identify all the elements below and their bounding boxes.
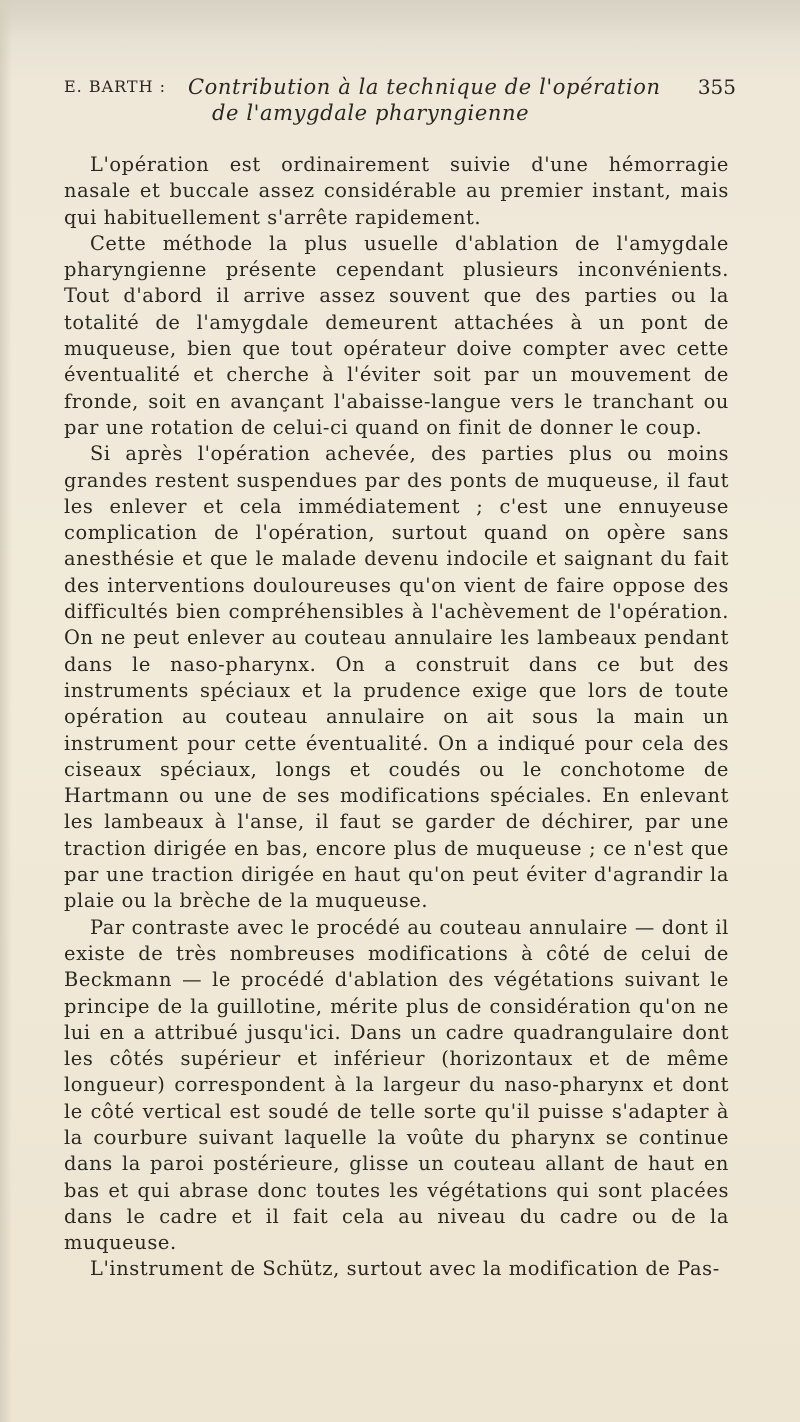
running-header <box>60 74 740 134</box>
header-line-1 <box>60 74 740 100</box>
header-title-line-2: de l'amygdale pharyngienne <box>212 101 530 125</box>
header-title-line-1: Contribution à la technique de l'opération <box>188 75 661 99</box>
page-gutter-shadow <box>0 0 12 1422</box>
paragraph: Par contraste avec le procédé au couteau annulaire — dont il existe de très nombreuses modifications à côté de celui de Beckmann — le procédé d'ablation des végétations suivant le principe de la guillotine, mérite plus de considération qu'on ne lui en a attribué jusqu'ici. Dans un cadre quadrangulaire dont les côtés supérieur et inférieur (horizontaux et de même longueur) correspondent à la largeur du naso-pharynx et dont le côté vertical est soudé de telle sorte qu'il puisse s'adapter à la courbure suivant laquelle la voûte du pharynx se continue dans la paroi postérieure, glisse un couteau allant de haut en bas et qui abrase donc toutes les végétations qui sont placées dans le cadre et il fait cela au niveau du cadre ou de la muqueuse. <box>64 915 729 1255</box>
header-author: E. BARTH : <box>64 77 167 96</box>
paragraph: Si après l'opération achevée, des parties plus ou moins grandes restent suspendues par des ponts de muqueuse, il faut les enlever et cela immédiatement ; c'est une ennuyeuse complication de l'opération, surtout quand on opère sans anesthésie et que le malade devenu indocile et saignant du fait des interventions douloureuses qu'on vient de faire oppose des difficultés bien compréhensibles à l'achèvement de l'opération. On ne peut enlever au couteau annulaire les lambeaux pendant dans le naso-pharynx. On a construit dans ce but des instruments spéciaux et la prudence exige que lors de toute opération au couteau annulaire on ait sous la main un instrument pour cette éventualité. On a indiqué pour cela des ciseaux spéciaux, longs et coudés ou le conchotome de Hartmann ou une de ses modifications spéciales. En enlevant les lambeaux à l'anse, il faut se garder de déchirer, par une traction dirigée en bas, encore plus de muqueuse ; ce n'est que par une traction dirigée en haut qu'on peut éviter d'agrandir la plaie ou la brèche de la muqueuse. <box>64 442 729 913</box>
paragraph: L'opération est ordinairement suivie d'une hémorragie nasale et buccale assez considérable au premier instant, mais qui habituellement s'arrête rapidement. <box>64 153 729 229</box>
paragraph: L'instrument de Schütz, surtout avec la modification de Pas- <box>90 1257 720 1281</box>
page-top-shadow <box>0 0 800 40</box>
body-text <box>64 152 729 1283</box>
paragraph: Cette méthode la plus usuelle d'ablation de l'amygdale pharyngienne présente cependant plusieurs inconvénients. Tout d'abord il arrive assez souvent que des parties ou la totalité de l'amygdale demeurent attachées à un pont de muqueuse, bien que tout opérateur doive compter avec cette éventualité et cherche à l'éviter soit par un mouvement de fronde, soit en avançant l'abaisse-langue vers le tranchant ou par une rotation de celui-ci quand on finit de donner le coup. <box>64 231 729 439</box>
page-number: 355 <box>697 75 736 99</box>
